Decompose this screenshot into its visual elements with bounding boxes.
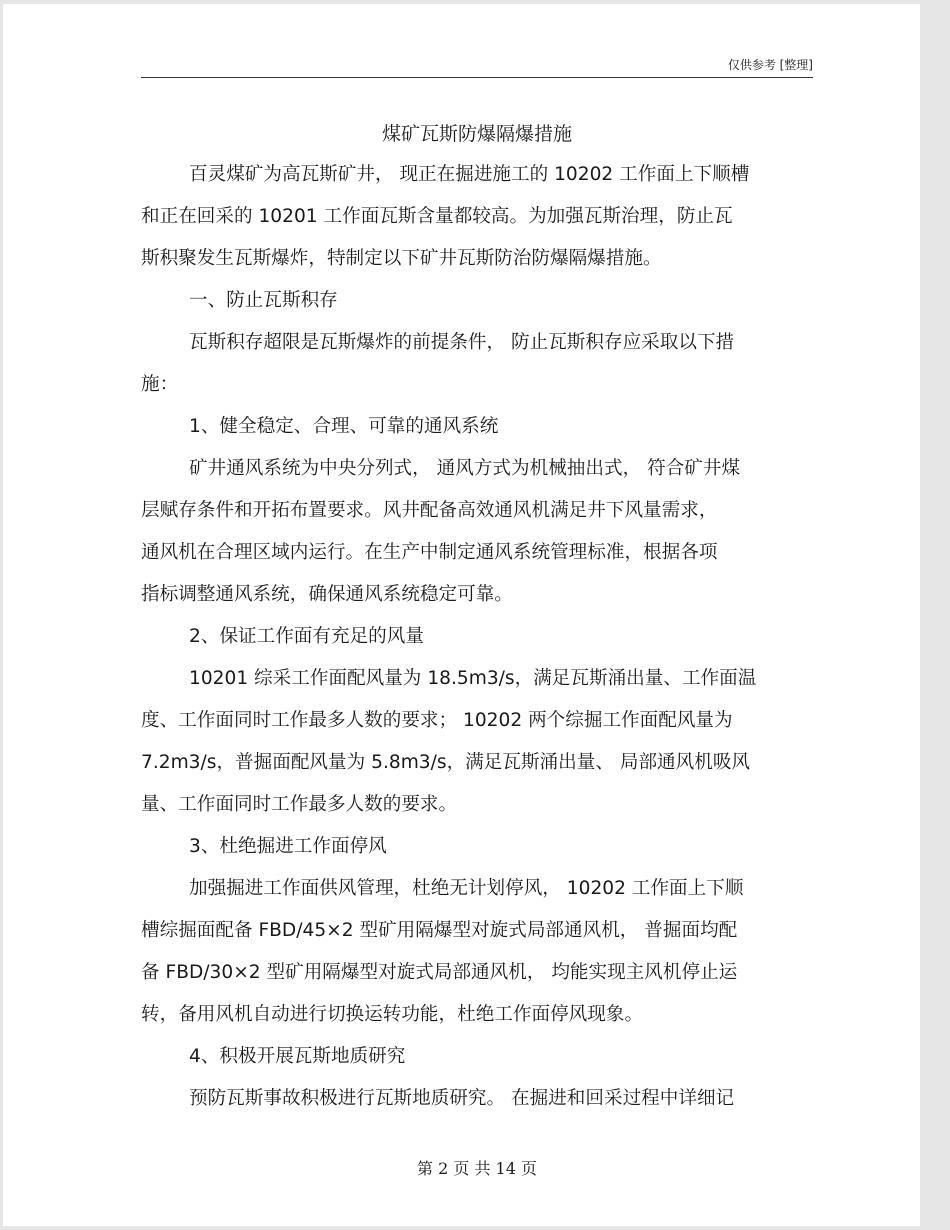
paragraph-line: 转，备用风机自动进行切换运转功能，杜绝工作面停风现象。: [141, 1004, 644, 1025]
subsection-heading: 1、健全稳定、合理、可靠的通风系统: [189, 416, 499, 437]
section-heading: 一、防止瓦斯积存: [189, 290, 338, 311]
paragraph-line: 施：: [141, 374, 179, 395]
subsection-heading: 2、保证工作面有充足的风量: [189, 626, 424, 647]
paragraph-line: 度、工作面同时工作最多人数的要求； 10202 两个综掘工作面配风量为: [141, 710, 733, 731]
paragraph-line: 指标调整通风系统，确保通风系统稳定可靠。: [141, 584, 513, 605]
paragraph-line: 7.2m3/s，普掘面配风量为 5.8m3/s，满足瓦斯涌出量、 局部通风机吸风: [141, 752, 751, 773]
header-divider: [141, 77, 813, 78]
paragraph-line: 量、工作面同时工作最多人数的要求。: [141, 794, 458, 815]
paragraph-line: 和正在回采的 10201 工作面瓦斯含量都较高。为加强瓦斯治理，防止瓦: [141, 206, 733, 227]
paragraph-line: 百灵煤矿为高瓦斯矿井， 现正在掘进施工的 10202 工作面上下顺槽: [189, 164, 750, 185]
paragraph-line: 预防瓦斯事故积极进行瓦斯地质研究。 在掘进和回采过程中详细记: [189, 1088, 735, 1109]
paragraph-line: 层赋存条件和开拓布置要求。风井配备高效通风机满足井下风量需求，: [141, 500, 718, 521]
paragraph-line: 备 FBD/30×2 型矿用隔爆型对旋式局部通风机， 均能实现主风机停止运: [141, 962, 738, 983]
document-page: [3, 4, 920, 1226]
paragraph-line: 加强掘进工作面供风管理，杜绝无计划停风， 10202 工作面上下顺: [189, 878, 744, 899]
document-title: 煤矿瓦斯防爆隔爆措施: [381, 123, 572, 145]
paragraph-line: 矿井通风系统为中央分列式， 通风方式为机械抽出式， 符合矿井煤: [189, 458, 741, 479]
header-note: 仅供参考 [整理]: [727, 58, 813, 72]
document-body: [141, 154, 813, 1120]
subsection-heading: 3、杜绝掘进工作面停风: [189, 836, 387, 857]
paragraph-line: 槽综掘面配备 FBD/45×2 型矿用隔爆型对旋式局部通风机， 普掘面均配: [141, 920, 738, 941]
subsection-heading: 4、积极开展瓦斯地质研究: [189, 1046, 406, 1067]
paragraph-line: 瓦斯积存超限是瓦斯爆炸的前提条件， 防止瓦斯积存应采取以下措: [189, 332, 735, 353]
page-number-footer: 第 2 页 共 14 页: [417, 1159, 537, 1178]
paragraph-line: 斯积聚发生瓦斯爆炸，特制定以下矿井瓦斯防治防爆隔爆措施。: [141, 248, 662, 269]
paragraph-line: 通风机在合理区域内运行。在生产中制定通风系统管理标准，根据各项: [141, 542, 718, 563]
paragraph-line: 10201 综采工作面配风量为 18.5m3/s，满足瓦斯涌出量、工作面温: [189, 668, 757, 689]
